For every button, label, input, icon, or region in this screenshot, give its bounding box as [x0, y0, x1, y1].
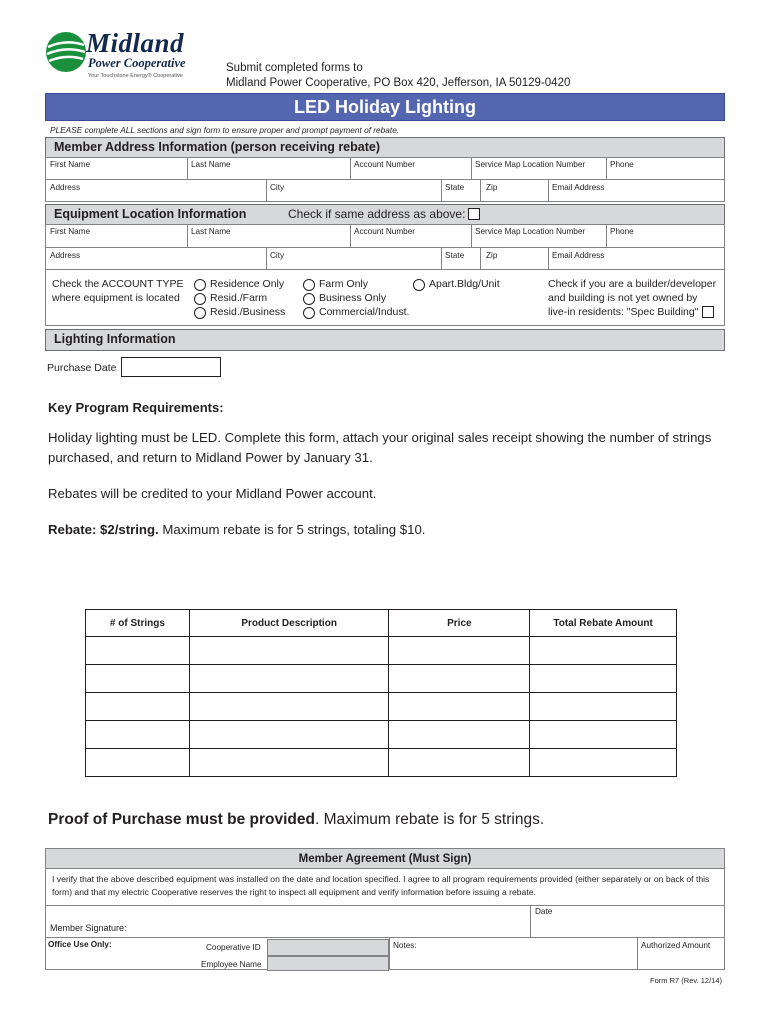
price-cell[interactable]	[389, 665, 530, 693]
member-signature-field[interactable]: Member Signature:	[50, 923, 127, 933]
option-farm-only: Farm Only	[319, 278, 369, 290]
member-service-map-field[interactable]: Service Map Location Number	[475, 160, 586, 169]
rebate-cell[interactable]	[530, 637, 677, 665]
purchase-date-label: Purchase Date	[47, 362, 117, 374]
midland-logo	[44, 28, 224, 84]
strings-cell[interactable]	[86, 721, 190, 749]
radio-resid-farm[interactable]	[194, 293, 206, 305]
member-first-name-field[interactable]: First Name	[50, 160, 91, 169]
submit-instructions-line1: Submit completed forms to	[226, 62, 363, 74]
option-business-only: Business Only	[319, 292, 387, 304]
logo-name: Midland	[86, 28, 185, 58]
member-state-field[interactable]: State	[445, 183, 465, 192]
equipment-section-header	[45, 204, 725, 225]
agreement-text: I verify that the above described equipment was installed on the date and location specified. I agree to all program requirements provided (either separately or on back of this form) and that my electric Cooperative reserves the right to inspect all equipment and verify information before issuing a rebate.	[52, 874, 710, 897]
equipment-first-name-field[interactable]: First Name	[50, 227, 91, 236]
equipment-section-title: Equipment Location Information	[54, 207, 247, 221]
equipment-phone-field[interactable]: Phone	[610, 227, 634, 236]
col-strings: # of Strings	[86, 610, 190, 637]
table-row	[86, 721, 677, 749]
description-cell[interactable]	[189, 637, 389, 665]
strings-cell[interactable]	[86, 693, 190, 721]
table-row	[86, 749, 677, 777]
builder-note-line1: Check if you are a builder/developer	[548, 278, 717, 290]
equipment-address-grid	[45, 224, 725, 270]
price-cell[interactable]	[389, 693, 530, 721]
table-row	[86, 665, 677, 693]
col-product-description: Product Description	[189, 610, 389, 637]
member-account-number-field[interactable]: Account Number	[354, 160, 415, 169]
radio-resid-business[interactable]	[194, 307, 206, 319]
member-section-header: Member Address Information (person receiving rebate)	[45, 137, 725, 158]
strings-cell[interactable]	[86, 637, 190, 665]
employee-name-input[interactable]	[267, 956, 389, 971]
purchase-date-input[interactable]	[121, 357, 221, 377]
agreement-box	[45, 848, 725, 970]
description-cell[interactable]	[189, 665, 389, 693]
equipment-address-field[interactable]: Address	[50, 251, 81, 260]
equipment-account-number-field[interactable]: Account Number	[354, 227, 415, 236]
coop-id-input[interactable]	[267, 939, 389, 956]
requirements-paragraph-1: Holiday lighting must be LED. Complete this form, attach your original sales receipt showing the number of strings purchased, and return to Midland Power by January 31.	[48, 430, 712, 465]
notes-field[interactable]: Notes:	[393, 941, 417, 950]
option-resid-farm: Resid./Farm	[210, 292, 268, 304]
same-address-label: Check if same address as above:	[288, 207, 466, 221]
rebate-table	[85, 609, 677, 777]
col-price: Price	[389, 610, 530, 637]
option-commercial-indust: Commercial/Indust.	[319, 306, 410, 318]
spec-building-checkbox[interactable]	[702, 306, 714, 318]
equipment-city-field[interactable]: City	[270, 251, 285, 260]
employee-name-label: Employee Name	[201, 960, 262, 969]
agreement-title: Member Agreement (Must Sign)	[46, 849, 724, 869]
table-row	[86, 693, 677, 721]
price-cell[interactable]	[389, 749, 530, 777]
lighting-section-header: Lighting Information	[45, 329, 725, 351]
same-address-checkbox[interactable]	[468, 208, 480, 220]
form-revision: Form R7 (Rev. 12/14)	[650, 976, 722, 985]
member-address-grid	[45, 157, 725, 202]
strings-cell[interactable]	[86, 665, 190, 693]
equipment-email-field[interactable]: Email Address	[552, 251, 605, 260]
description-cell[interactable]	[189, 749, 389, 777]
globe-icon	[44, 30, 88, 74]
rebate-line	[48, 520, 738, 540]
account-type-label: Check the ACCOUNT TYPE	[52, 278, 184, 290]
member-last-name-field[interactable]: Last Name	[191, 160, 231, 169]
account-type-panel	[45, 270, 725, 326]
date-field[interactable]: Date	[535, 907, 553, 916]
office-use-label: Office Use Only:	[48, 940, 112, 949]
logo-tagline: Your Touchstone Energy® Cooperative	[88, 73, 183, 79]
equipment-last-name-field[interactable]: Last Name	[191, 227, 231, 236]
description-cell[interactable]	[189, 721, 389, 749]
proof-rest: . Maximum rebate is for 5 strings.	[315, 811, 545, 828]
requirements-paragraph-2: Rebates will be credited to your Midland Power account.	[48, 486, 377, 501]
equipment-service-map-field[interactable]: Service Map Location Number	[475, 227, 586, 236]
member-address-field[interactable]: Address	[50, 183, 81, 192]
submit-instructions-line2: Midland Power Cooperative, PO Box 420, Jefferson, IA 50129-0420	[226, 77, 571, 89]
option-apart-bldg-unit: Apart.Bldg/Unit	[429, 278, 500, 290]
rebate-cell[interactable]	[530, 665, 677, 693]
price-cell[interactable]	[389, 721, 530, 749]
option-resid-business: Resid./Business	[210, 306, 286, 318]
radio-apart-bldg-unit[interactable]	[413, 279, 425, 291]
description-cell[interactable]	[189, 693, 389, 721]
rebate-cell[interactable]	[530, 721, 677, 749]
radio-residence-only[interactable]	[194, 279, 206, 291]
equipment-zip-field[interactable]: Zip	[486, 251, 498, 260]
logo-subtitle: Power Cooperative	[88, 56, 186, 70]
rebate-cell[interactable]	[530, 749, 677, 777]
requirements-heading: Key Program Requirements:	[48, 400, 224, 415]
form-title: LED Holiday Lighting	[45, 93, 725, 121]
instructions: PLEASE complete ALL sections and sign form to ensure proper and prompt payment of rebate.	[50, 125, 400, 135]
member-email-field[interactable]: Email Address	[552, 183, 605, 192]
equipment-state-field[interactable]: State	[445, 251, 465, 260]
rebate-cell[interactable]	[530, 693, 677, 721]
strings-cell[interactable]	[86, 749, 190, 777]
account-type-label-2: where equipment is located	[52, 292, 180, 304]
rebate-amount: Rebate: $2/string.	[48, 522, 159, 537]
col-total-rebate: Total Rebate Amount	[530, 610, 677, 637]
coop-id-label: Cooperative ID	[206, 943, 261, 952]
member-zip-field[interactable]: Zip	[486, 183, 498, 192]
proof-of-purchase-line	[48, 811, 544, 829]
proof-bold: Proof of Purchase must be provided	[48, 811, 315, 828]
builder-note-line2: and building is not yet owned by	[548, 292, 698, 304]
member-city-field[interactable]: City	[270, 183, 285, 192]
table-row	[86, 637, 677, 665]
member-phone-field[interactable]: Phone	[610, 160, 634, 169]
builder-note-line3: live-in residents: "Spec Building"	[548, 306, 699, 318]
rebate-detail: Maximum rebate is for 5 strings, totaling $10.	[158, 522, 426, 537]
price-cell[interactable]	[389, 637, 530, 665]
option-residence-only: Residence Only	[210, 278, 285, 290]
radio-business-only[interactable]	[303, 293, 315, 305]
radio-commercial-indust[interactable]	[303, 307, 315, 319]
radio-farm-only[interactable]	[303, 279, 315, 291]
authorized-amount-field[interactable]: Authorized Amount	[641, 941, 711, 950]
